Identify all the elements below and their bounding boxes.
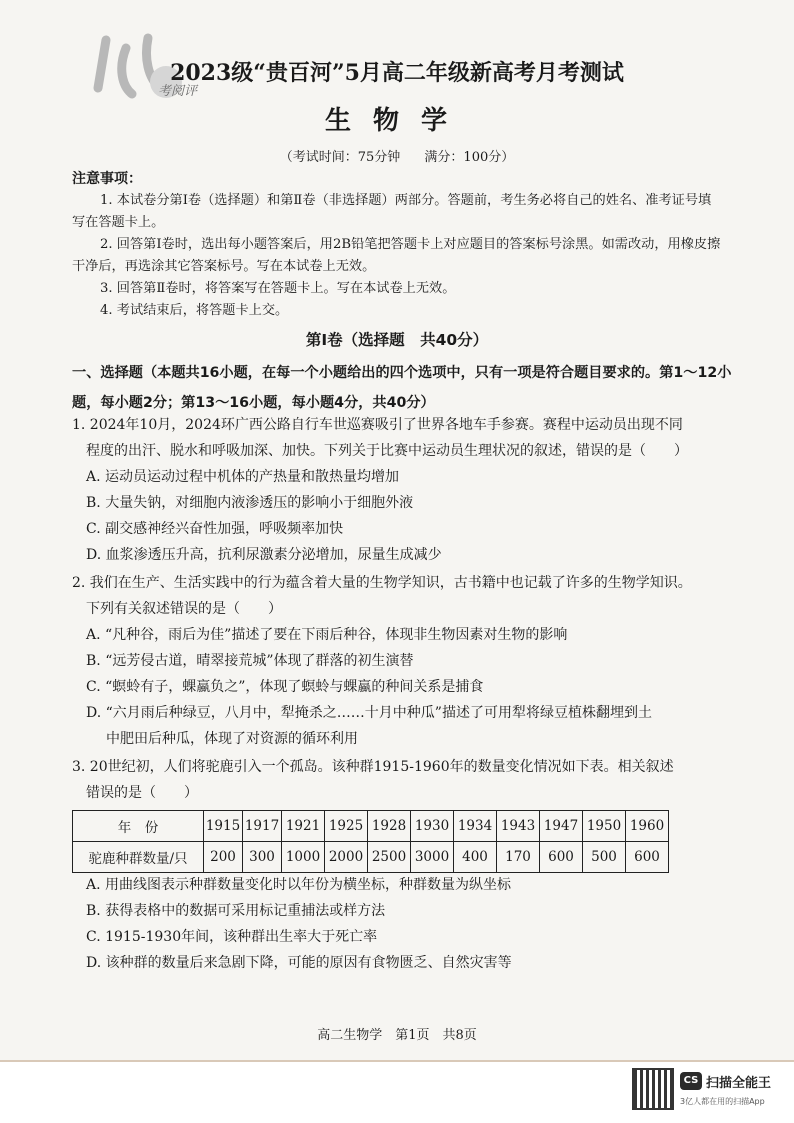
- table-cell: 600: [626, 842, 669, 873]
- scanner-app-name: 扫描全能王: [706, 1076, 772, 1091]
- table-cell: 3000: [411, 842, 454, 873]
- table-cell: 1934: [454, 811, 497, 842]
- table-row-year: [73, 811, 669, 842]
- table-cell: 500: [583, 842, 626, 873]
- table-cell: 1947: [540, 811, 583, 842]
- question-stem: 2. 我们在生产、生活实践中的行为蕴含着大量的生物学知识，古书籍中也记载了许多的生物学知识。: [72, 575, 692, 591]
- table-cell: 2000: [325, 842, 368, 873]
- note-item: 4. 考试结束后，将答题卡上交。: [100, 303, 289, 318]
- notes-list: [72, 190, 722, 322]
- question-3-options: [72, 872, 732, 976]
- option-c: C. 副交感神经兴奋性加强，呼吸频率加快: [86, 521, 344, 537]
- note-item: 1. 本试卷分第Ⅰ卷（选择题）和第Ⅱ卷（非选择题）两部分。答题前，考生务必将自己的姓名、准考证号填写在答题卡上。: [72, 193, 712, 230]
- logo-text: 考阅评: [158, 84, 198, 99]
- page-footer: 高二生物学 第1页 共8页: [317, 1028, 477, 1043]
- option-d: D. “六月雨后种绿豆，八月中，犁掩杀之……十月中种瓜”描述了可用犁将绿豆植株翻埋到土: [86, 705, 652, 721]
- population-table: [72, 810, 669, 873]
- table-cell: 1928: [368, 811, 411, 842]
- exam-time-info: [0, 146, 794, 165]
- question-stem-cont: 错误的是（ ）: [86, 785, 198, 801]
- option-a: A. 用曲线图表示种群数量变化时以年份为横坐标，种群数量为纵坐标: [86, 877, 512, 893]
- question-3: [72, 754, 732, 806]
- option-b: B. 获得表格中的数据可采用标记重捕法或样方法: [86, 903, 386, 919]
- table-cell: 170: [497, 842, 540, 873]
- scanner-watermark: [632, 1066, 782, 1110]
- table-header-year: 年 份: [73, 811, 204, 842]
- table-cell: 1000: [282, 842, 325, 873]
- time-label: （考试时间：75分钟: [279, 150, 401, 165]
- option-c: C. “螟蛉有子，蜾蠃负之”，体现了螟蛉与蜾蠃的种间关系是捕食: [86, 679, 484, 695]
- table-cell: 1925: [325, 811, 368, 842]
- option-d: D. 该种群的数量后来急剧下降，可能的原因有食物匮乏、自然灾害等: [86, 955, 512, 971]
- question-1: [72, 412, 732, 568]
- question-stem: 3. 20世纪初，人们将驼鹿引入一个孤岛。该种群1915-1960年的数量变化情况如下表。相关叙述: [72, 759, 674, 775]
- table-row-count: [73, 842, 669, 873]
- table-cell: 400: [454, 842, 497, 873]
- table-cell: 200: [204, 842, 243, 873]
- table-cell: 1921: [282, 811, 325, 842]
- table-header-count: 驼鹿种群数量/只: [73, 842, 204, 873]
- option-a: A. “凡种谷，雨后为佳”描述了要在下雨后种谷，体现非生物因素对生物的影响: [86, 627, 568, 643]
- question-stem: 1. 2024年10月，2024环广西公路自行车世巡赛吸引了世界各地车手参赛。赛程中运动员出现不同: [72, 417, 683, 433]
- qr-code-icon: [632, 1068, 674, 1110]
- notes-heading: 注意事项：: [72, 171, 142, 187]
- option-d-cont: 中肥田后种瓜，体现了对资源的循环利用: [106, 731, 358, 747]
- table-cell: 1930: [411, 811, 454, 842]
- option-d: D. 血浆渗透压升高，抗利尿激素分泌增加，尿量生成减少: [86, 547, 442, 563]
- cs-logo-icon: CS: [680, 1072, 702, 1090]
- question-stem-cont: 下列有关叙述错误的是（ ）: [86, 601, 282, 617]
- subject-title: 生物学: [324, 106, 469, 136]
- table-cell: 1943: [497, 811, 540, 842]
- section-intro: 一、选择题（本题共16小题，在每一个小题给出的四个选项中，只有一项是符合题目要求的。第1～12小题，每小题2分；第13～16小题，每小题4分，共40分）: [72, 365, 732, 411]
- table-cell: 300: [243, 842, 282, 873]
- question-stem-cont: 程度的出汗、脱水和呼吸加深、加快。下列关于比赛中运动员生理状况的叙述，错误的是（ ）: [86, 443, 688, 459]
- option-c: C. 1915-1930年间，该种群出生率大于死亡率: [86, 929, 378, 945]
- option-b: B. 大量失钠，对细胞内液渗透压的影响小于细胞外液: [86, 495, 414, 511]
- table-cell: 2500: [368, 842, 411, 873]
- score-label: 满分：100分）: [424, 150, 515, 165]
- section-title: 第Ⅰ卷（选择题 共40分）: [305, 331, 489, 349]
- table-cell: 1950: [583, 811, 626, 842]
- scanner-app-slogan: 3亿人都在用的扫描App: [680, 1097, 765, 1106]
- question-2: [72, 570, 732, 752]
- note-item: 3. 回答第Ⅱ卷时，将答案写在答题卡上。写在本试卷上无效。: [100, 281, 456, 296]
- table-cell: 1917: [243, 811, 282, 842]
- note-item: 2. 回答第Ⅰ卷时，选出每小题答案后，用2B铅笔把答题卡上对应题目的答案标号涂黑。如需改动，用橡皮擦干净后，再选涂其它答案标号。写在本试卷上无效。: [72, 237, 721, 274]
- exam-title: 2023级“贵百河”5月高二年级新高考月考测试: [170, 60, 624, 86]
- option-b: B. “远芳侵古道，晴翠接荒城”体现了群落的初生演替: [86, 653, 414, 669]
- table-cell: 1915: [204, 811, 243, 842]
- table-cell: 600: [540, 842, 583, 873]
- table-cell: 1960: [626, 811, 669, 842]
- option-a: A. 运动员运动过程中机体的产热量和散热量均增加: [86, 469, 400, 485]
